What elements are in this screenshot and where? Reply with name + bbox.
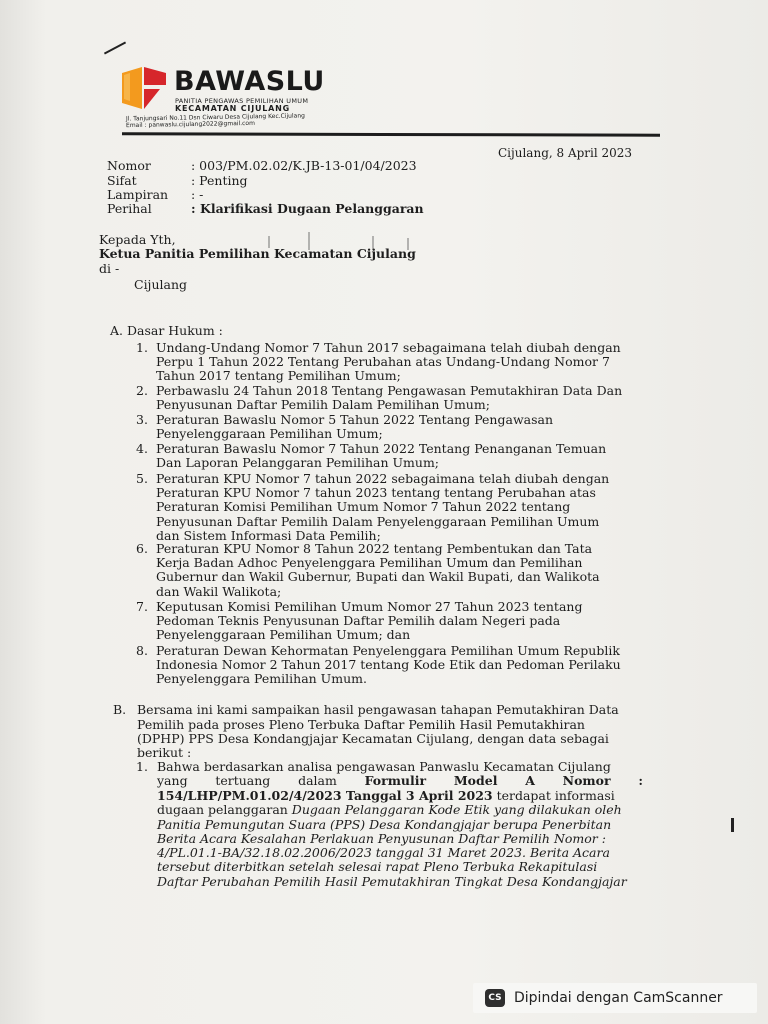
section-a-item-number: 5. [136, 471, 148, 486]
meta-label-perihal: Perihal [107, 201, 152, 216]
section-a-item-number: 3. [136, 412, 148, 427]
letterhead-address: Jl. Tanjungsari No.11 Dsn Ciwaru Desa Cijulang Kec.Cijulang [125, 112, 305, 123]
section-a-item-line: Penyelenggara Pemilihan Umum. [156, 671, 367, 687]
section-b-item-line: Panitia Pemungutan Suara (PPS) Desa Kondangjajar berupa Penerbitan [157, 817, 612, 832]
letterhead-rule [122, 132, 660, 136]
reference-number: 154/LHP/PM.01.02/4/2023 Tanggal 3 April 2023 [157, 788, 493, 803]
section-a-item-line: Peraturan KPU Nomor 7 tahun 2023 tentang tentang Perubahan atas [156, 485, 596, 501]
section-a-item-line: Undang-Undang Nomor 7 Tahun 2017 sebagaimana telah diubah dengan [156, 340, 621, 355]
section-b-item-line: Bahwa berdasarkan analisa pengawasan Panwaslu Kecamatan Cijulang [157, 759, 611, 774]
meta-value-nomor: : 003/PM.02.02/K.JB-13-01/04/2023 [191, 158, 417, 173]
section-b-item-line [157, 802, 622, 817]
text: terdapat informasi [492, 788, 615, 803]
section-a-item-line: Peraturan KPU Nomor 7 tahun 2022 sebagaimana telah diubah dengan [156, 471, 610, 486]
meta-value-sifat: : Penting [191, 173, 248, 188]
section-a-item-line: Tahun 2017 tentang Pemilihan Umum; [156, 368, 401, 384]
section-b-item-line: Daftar Perubahan Pemilih Hasil Pemutakhiran Tingkat Desa Kondangjajar [157, 874, 627, 889]
section-a-item-line: Pedoman Teknis Penyusunan Daftar Pemilih dalam Negeri pada [156, 613, 561, 629]
section-a-item-number: 7. [136, 599, 148, 614]
section-b-item-line-justified [157, 773, 643, 788]
section-a-item-line: Penyusunan Daftar Pemilih Dalam Penyelenggaraan Pemilihan Umum [156, 513, 600, 529]
section-b-item-line: tersebut diterbitkan setelah selesai rapat Pleno Terbuka Rekapitulasi [157, 859, 598, 874]
section-a-item-number: 2. [136, 383, 148, 398]
section-a-item-line: Kerja Badan Adhoc Penyelenggara Pemilihan Umum dan Pemilihan [156, 555, 583, 571]
word: dalam [298, 773, 337, 788]
word: Model [453, 773, 498, 788]
recipient-greeting: Kepada Yth, [99, 232, 176, 247]
word: tertuang [215, 773, 271, 788]
letterhead-sub2: KECAMATAN CIJULANG [175, 104, 291, 113]
section-a-item-line: Gubernur dan Wakil Gubernur, Bupati dan Wakil Bupati, dan Walikota [156, 569, 600, 585]
section-a-item-line: Peraturan Bawaslu Nomor 5 Tahun 2022 Tentang Pengawasan [156, 412, 554, 427]
meta-label-nomor: Nomor [107, 158, 151, 173]
word: Nomor [562, 773, 611, 788]
letterhead-org: BAWASLU [174, 66, 325, 97]
section-a-item-line: Peraturan Bawaslu Nomor 7 Tahun 2022 Tentang Penanganan Temuan [156, 441, 607, 456]
scan-streak [407, 238, 409, 250]
section-a-item-line: Perpu 1 Tahun 2022 Tentang Perubahan atas Undang-Undang Nomor 7 [156, 354, 610, 370]
section-b-line: berikut : [137, 745, 192, 760]
section-b-item-line: 4/PL.01.1-BA/32.18.02.2006/2023 tanggal 31 Maret 2023. Berita Acara [157, 845, 610, 860]
meta-label-lampiran: Lampiran [107, 187, 169, 202]
section-a-item-line: dan Sistem Informasi Data Pemilih; [156, 527, 381, 543]
meta-label-sifat: Sifat [107, 173, 137, 188]
camscanner-icon: CS [485, 989, 505, 1007]
section-b-marker: B. [113, 702, 127, 717]
section-a-item-line: Peraturan Komisi Pemilihan Umum Nomor 7 Tahun 2022 tentang [156, 499, 571, 515]
section-b-line: (DPHP) PPS Desa Kondangjajar Kecamatan Cijulang, dengan data sebagai [137, 731, 609, 746]
meta-value-lampiran: : - [191, 187, 204, 202]
section-a-item-line: Penyelenggaraan Pemilihan Umum; [156, 426, 383, 442]
pen-mark [104, 41, 126, 54]
section-a-item-number: 8. [136, 643, 148, 658]
section-b-item-number: 1. [136, 759, 148, 774]
scan-streak [268, 236, 270, 248]
camscanner-watermark [473, 983, 757, 1013]
text-italic: Dugaan Pelanggaran Kode Etik yang dilakukan oleh [291, 802, 622, 817]
text: dugaan pelanggaran [157, 802, 292, 817]
section-a-item-number: 6. [136, 541, 148, 556]
section-a-item-line: Keputusan Komisi Pemilihan Umum Nomor 27 Tahun 2023 tentang [156, 599, 583, 614]
section-b-item-line [157, 788, 615, 803]
letterhead-sub1: PANITIA PENGAWAS PEMILIHAN UMUM [175, 97, 309, 105]
section-a-item-line: Dan Laporan Pelanggaran Pemilihan Umum; [156, 455, 440, 471]
section-a-item-line: Peraturan KPU Nomor 8 Tahun 2022 tentang Pembentukan dan Tata [156, 541, 593, 556]
camscanner-label: Dipindai dengan CamScanner [514, 990, 723, 1006]
section-a-item-line: dan Wakil Walikota; [156, 583, 282, 599]
section-a-item-number: 4. [136, 441, 148, 456]
word: : [638, 773, 643, 788]
word: A [525, 773, 535, 788]
section-b-line: Pemilih pada proses Pleno Terbuka Daftar Pemilih Hasil Pemutakhiran [137, 717, 585, 732]
meta-value-perihal: : Klarifikasi Dugaan Pelanggaran [191, 201, 424, 216]
section-b-line: Bersama ini kami sampaikan hasil pengawasan tahapan Pemutakhiran Data [137, 702, 619, 717]
section-a-heading: A. Dasar Hukum : [110, 323, 223, 338]
bawaslu-logo-icon [116, 63, 172, 113]
recipient-di: di - [99, 261, 120, 276]
letterhead-email: Email : panwaslu.cijulang2022@gmail.com [125, 119, 255, 130]
word: Formulir [364, 773, 427, 788]
section-a-item-line: Peraturan Dewan Kehormatan Penyelenggara Pemilihan Umum Republik [156, 643, 620, 658]
letter-date: Cijulang, 8 April 2023 [498, 146, 633, 160]
recipient-place: Cijulang [134, 277, 187, 292]
recipient-name: Ketua Panitia Pemilihan Kecamatan Cijulang [99, 246, 416, 261]
edge-mark [731, 818, 734, 832]
section-a-item-line: Penyelenggaraan Pemilihan Umum; dan [156, 627, 411, 643]
scan-streak [308, 232, 310, 250]
section-a-item-line: Indonesia Nomor 2 Tahun 2017 tentang Kode Etik dan Pedoman Perilaku [156, 657, 621, 673]
scan-streak [372, 236, 374, 250]
section-a-item-line: Penyusunan Daftar Pemilih Dalam Pemilihan Umum; [156, 397, 490, 413]
section-a-item-number: 1. [136, 340, 148, 355]
section-b-item-line: Berita Acara Kesalahan Perlakuan Penyusunan Daftar Pemilih Nomor : [157, 831, 606, 846]
section-a-item-line: Perbawaslu 24 Tahun 2018 Tentang Pengawasan Pemutakhiran Data Dan [156, 383, 623, 398]
word: yang [157, 773, 188, 788]
